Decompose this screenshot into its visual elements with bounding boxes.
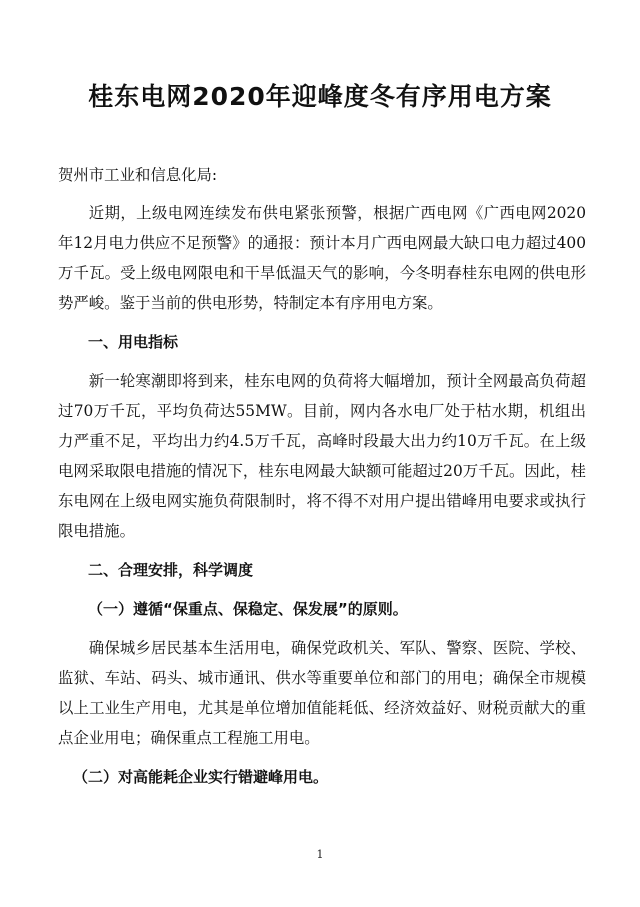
subsection-heading-high-energy: （二）对高能耗企业实行错避峰用电。 bbox=[73, 768, 329, 786]
section-heading-scheduling: 二、合理安排，科学调度 bbox=[88, 561, 254, 579]
salutation: 贺州市工业和信息化局: bbox=[58, 166, 218, 184]
document-body bbox=[58, 160, 586, 801]
subsection1-paragraph: 确保城乡居民基本生活用电，确保党政机关、军队、警察、医院、学校、监狱、车站、码头、城市通讯、供水等重要单位和部门的用电；确保全市规模以上工业生产用电，尤其是单位增加值能耗低、经济效益好、财税贡献大的重点企业用电；确保重点工程施工用电。 bbox=[58, 639, 586, 747]
subsection-heading-principles: （一）遵循“保重点、保稳定、保发展”的原则。 bbox=[88, 600, 408, 618]
section-heading-electricity-indicators: 一、用电指标 bbox=[88, 333, 179, 351]
intro-paragraph: 近期，上级电网连续发布供电紧张预警，根据广西电网《广西电网2020年12月电力供应不足预警》的通报：预计本月广西电网最大缺口电力超过400万千瓦。受上级电网限电和干旱低温天气的影响，今冬明春桂东电网的供电形势严峻。鉴于当前的供电形势，特制定本有序用电方案。 bbox=[58, 204, 586, 312]
document-title: 桂东电网2020年迎峰度冬有序用电方案 bbox=[88, 82, 552, 111]
page-number: 1 bbox=[316, 848, 324, 861]
section1-paragraph: 新一轮寒潮即将到来，桂东电网的负荷将大幅增加，预计全网最高负荷超过70万千瓦，平均负荷达55MW。目前，网内各水电厂处于枯水期，机组出力严重不足，平均出力约4.5万千瓦，高峰时段最大出力约10万千瓦。在上级电网采取限电措施的情况下，桂东电网最大缺额可能超过20万千瓦。因此，桂东电网在上级电网实施负荷限制时，将不得不对用户提出错峰用电要求或执行限电措施。 bbox=[58, 372, 586, 540]
